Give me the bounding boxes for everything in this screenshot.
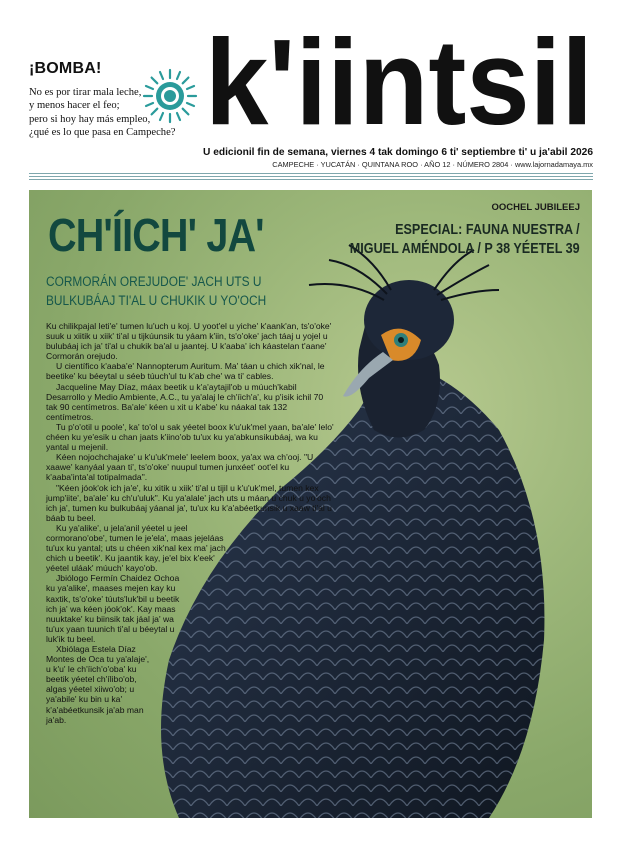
section-kicker: OOCHEL JUBILEEJ xyxy=(491,202,580,213)
article-body xyxy=(46,321,336,725)
paragraph: Ku ya'alike', u jela'anil yéetel u jeel cormorano'obe', tumen le je'ela', maas jejeláas tu'ux ku yantal; uts u chéen xik'nal kex ma' jach chich u beetik'. Ku jaantik kay, je'el bix k'eek' yéetel uláak' múuch' kayo'ob. xyxy=(46,522,226,574)
edition-meta: CAMPECHE · YUCATÁN · QUINTANA ROO · AÑO 12 · NÚMERO 2804 · www.lajornadamaya.mx xyxy=(272,160,593,169)
sun-logo-icon xyxy=(140,66,200,126)
paragraph: Jacqueline May Díaz, máax beetik u k'a'aytajil'ob u múuch'kabil Desarrollo y Medio Ambiente, A.C., tu ya'alaj le ch'íich'a', ku p'isik ichil 70 tak 90 centímetros. Ba'ale' kéen u xit u k'abe' ku náakal tak 132 centímetros. xyxy=(46,381,324,422)
promo-title: ¡BOMBA! xyxy=(29,60,102,77)
special-line: ESPECIAL: FAUNA NUESTRA / xyxy=(395,221,580,238)
promo-verse-line: pero si hoy hay más empleo, xyxy=(29,113,151,125)
special-line: MIGUEL AMÉNDOLA / P 38 YÉETEL 39 xyxy=(350,240,580,257)
divider xyxy=(29,176,593,177)
masthead-logo xyxy=(205,18,595,138)
paragraph: "Kéen jóok'ok ich ja'e', ku xitik u xiik' ti'al u tijil u k'u'uk'mel, tumen kex jump'iite', ba'ale' ku ch'u'uluk". Ku ya'alale' jach uts u máan u chuk u yo'och ich ja', tumen ku bulkubáaj yáanal ja', tu'ux ku k'a'abéetkunsik u xaaw ti'al u báab tu beel. xyxy=(46,482,332,523)
edition-line: U edicionil fin de semana, viernes 4 tak domingo 6 ti' septiembre ti' u ja'abil 2026 xyxy=(203,147,593,158)
cover-story xyxy=(29,190,592,818)
paragraph: U científico k'aaba'e' Nannopterum Auritum. Ma' táan u chich xik'nal, le beetike' ku béeytal u séeb túuch'ul tu k'ab che' wa ti' cables. xyxy=(46,361,325,382)
divider xyxy=(29,173,593,174)
divider xyxy=(29,179,593,180)
subhead-line: BULKUBÁAJ TI'AL U CHUKIK U YO'OCH xyxy=(46,293,267,308)
promo-verse-line: y menos hacer el feo; xyxy=(29,100,120,112)
masthead-title: k'iintsil xyxy=(205,18,593,138)
cover-headline: CH'ÍICH' JA' xyxy=(48,209,264,261)
paragraph: Ku chilikpajal leti'e' tumen lu'uch u koj. U yoot'el u yiche' k'aank'an, ts'o'oke' suuk u xiitik u xiik' ti'al u tijkúunsik tu yáam k'iin, ts'o'oke' jach táaj u yojel u bulubáaj ich ja' ti'al u chukik ba'al u jaantej. U k'aaba' ich káastelan t'aane' Cormorán orejudo. xyxy=(46,321,332,362)
cover-subhead xyxy=(46,272,266,310)
paragraph: Xbiólaga Estela Díaz Montes de Oca tu ya'alaje', u k'u' le ch'íich'o'oba' ku beetik yéetel ch'ílibo'ob, algas yéetel xiiwo'ob; u ya'abile' ku bin u ka' k'a'abéetkunsik ja'ab man ja'ab. xyxy=(46,644,150,725)
paragraph: Tu p'o'otil u poole', ka' to'ol u sak yéetel boox k'u'uk'mel yaan, ba'ale' lelo' chéen ku ye'esik u chan jaats k'iino'ob tu'ux ku ya'abkunsikubáaj, wa ku yantal u mejenil. xyxy=(46,421,334,453)
paragraph: Kéen nojochchajake' u k'u'uk'mele' leelem boox, ya'ax wa ch'ooj. "U xaawe' kanyáal yaan ti', ts'o'oke' nuupul tumen junxéet' oot'el ku k'aaba'inta'al totipalmada". xyxy=(46,452,314,483)
paragraph: Jbiólogo Fermín Chaidez Ochoa ku ya'alike', maases mejen kay ku kaxtik, ts'o'oke' túuts'luk'bil u beetik ich ja' wa kéen jóok'ok'. Kay maas nuuktake' ku biinsik tak jáal ja' wa tu'ux yaan tuunich ti'al u béeytal u luk'ik tu beel. xyxy=(46,573,180,644)
promo-verse-line: No es por tirar mala leche, xyxy=(29,87,142,98)
subhead-line: CORMORÁN OREJUDOE' JACH UTS U xyxy=(46,274,262,289)
promo-verse-line: ¿qué es lo que pasa en Campeche? xyxy=(29,127,176,139)
special-reference xyxy=(350,220,580,258)
